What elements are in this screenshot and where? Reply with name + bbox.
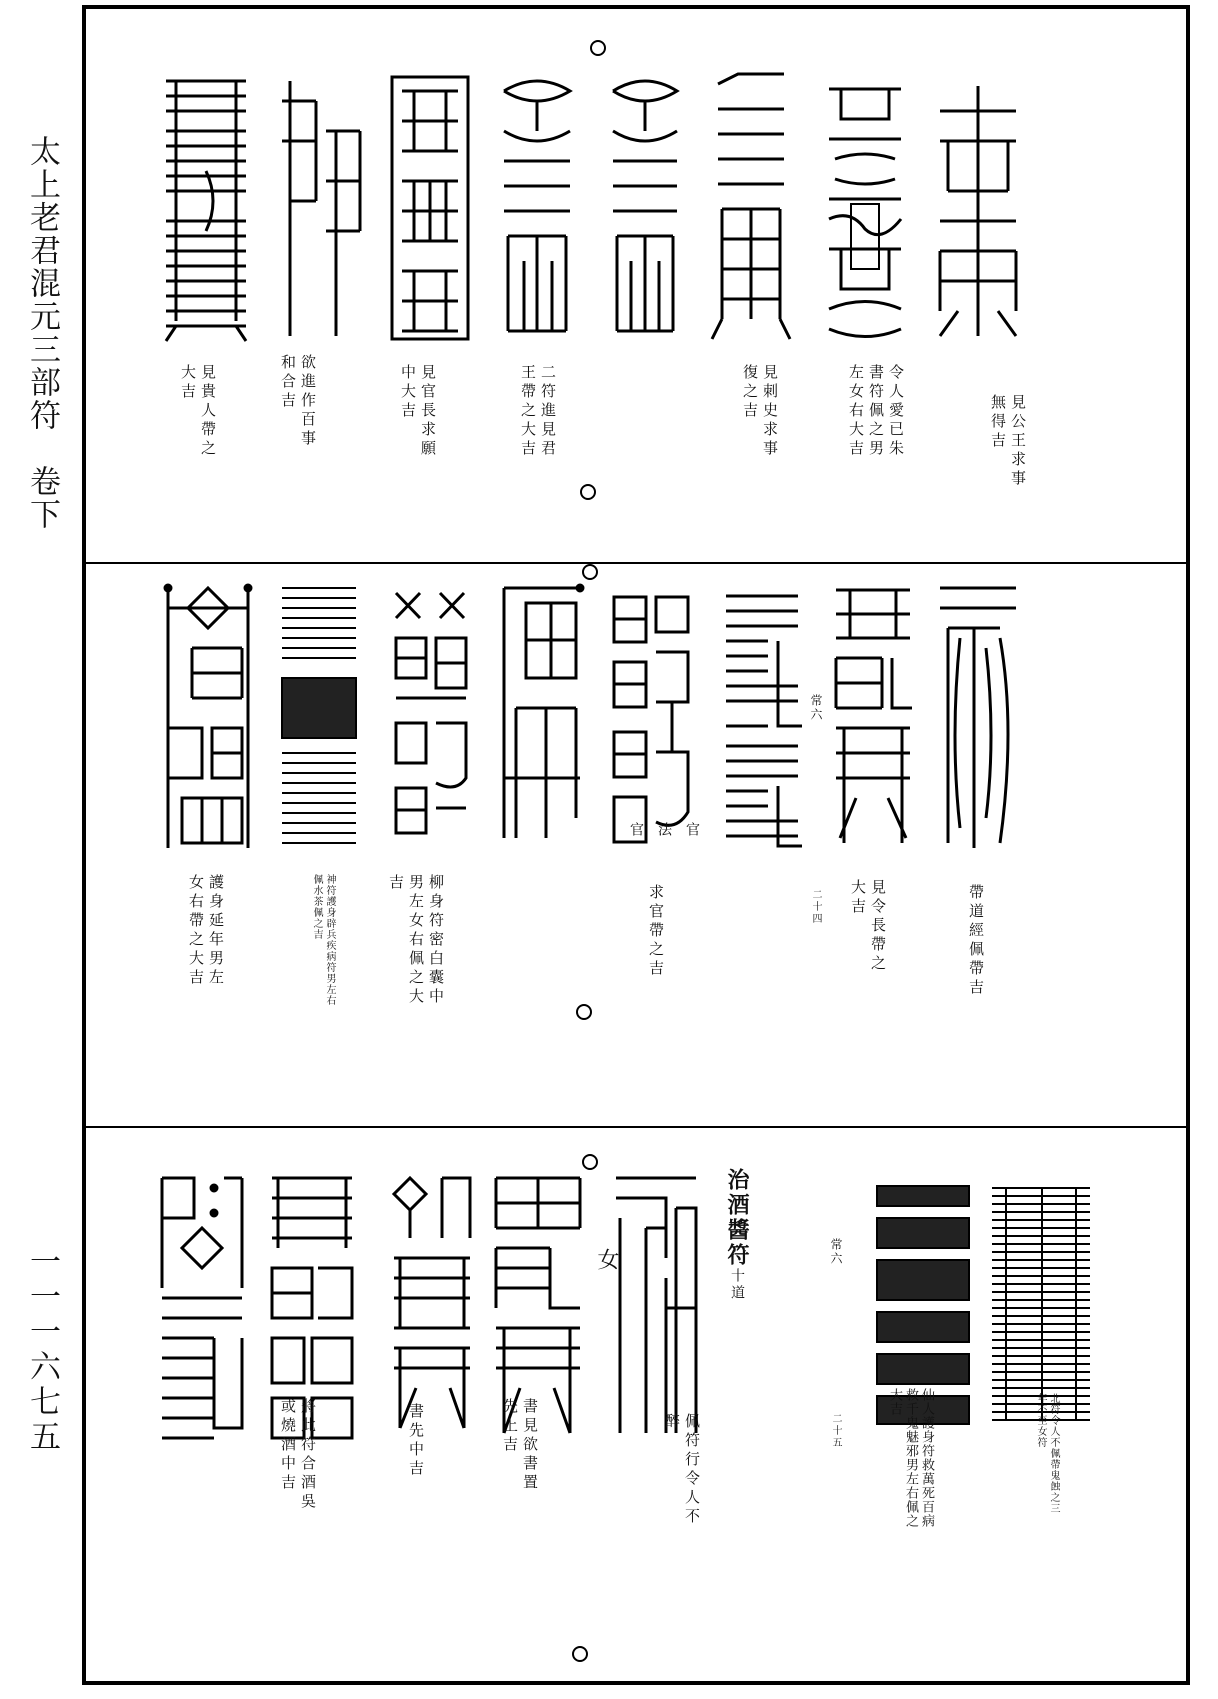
talisman-note: 二十五 xyxy=(830,1413,841,1449)
seal-label: 女 xyxy=(594,1248,619,1274)
talisman-caption: 見官長求願中大吉 xyxy=(399,364,437,459)
seal-label: 法 xyxy=(656,822,672,837)
talisman-seal xyxy=(386,1168,476,1443)
section-heading-count: 十道 xyxy=(729,1268,745,1302)
ring-mark xyxy=(572,1646,588,1662)
talisman-seal xyxy=(826,578,918,853)
ring-mark xyxy=(576,1004,592,1020)
talisman-seal xyxy=(494,71,580,351)
talisman-seal xyxy=(718,586,806,856)
talisman-seal xyxy=(603,71,687,351)
talisman-panel-1 xyxy=(86,9,1186,562)
ring-mark xyxy=(580,484,596,500)
talisman-caption: 令人愛已朱書符佩之男左女右大吉 xyxy=(847,364,905,459)
talisman-panel-2 xyxy=(86,564,1186,1126)
talisman-caption: 二符進見君王帶之大吉 xyxy=(519,364,557,459)
talisman-caption: 北符令人不佩帶鬼蝕之三年不至女符 xyxy=(1035,1393,1059,1514)
talisman-note: 常六 xyxy=(809,694,823,722)
section-heading-title: 治酒醬符 xyxy=(724,1168,750,1268)
talisman-seal xyxy=(276,71,366,346)
talisman-caption: 見刺史求事復之吉 xyxy=(741,364,779,459)
section-heading xyxy=(724,1168,750,1348)
talisman-caption: 佩符行令人不醉 xyxy=(663,1413,701,1527)
talisman-seal xyxy=(496,578,586,858)
talisman-seal xyxy=(274,578,364,858)
talisman-seal xyxy=(821,69,909,349)
talisman-panel-3 xyxy=(86,1128,1186,1685)
talisman-seal xyxy=(162,578,254,858)
talisman-caption: 見公王求事無得吉 xyxy=(989,394,1027,489)
talisman-caption: 柳身符密白囊中男左女右佩之大吉 xyxy=(387,874,445,1007)
talisman-note: 二十四 xyxy=(810,889,821,925)
talisman-seal xyxy=(606,1168,706,1438)
book-title: 太上老君混元三部符 卷下 xyxy=(24,135,60,531)
talisman-seal xyxy=(708,69,794,349)
talisman-seal xyxy=(154,1168,250,1443)
talisman-caption: 神符護身辟兵疾病符男左右佩水茶佩之吉 xyxy=(311,874,335,1006)
talisman-caption: 書先中吉 xyxy=(407,1403,425,1479)
talisman-seal xyxy=(930,81,1026,346)
talisman-caption: 見貴人帶之大吉 xyxy=(179,364,217,459)
talisman-caption: 帶道經佩帶吉 xyxy=(967,884,985,998)
talisman-caption: 見令長帶之大吉 xyxy=(849,879,887,974)
page-number: 一一一六七五 xyxy=(24,1245,60,1455)
seal-label: 官 xyxy=(684,822,700,837)
talisman-note: 常六 xyxy=(829,1238,843,1266)
talisman-caption: 書見欲書置先上吉 xyxy=(501,1398,539,1493)
talisman-seal xyxy=(606,582,696,857)
page-frame xyxy=(82,5,1190,1685)
talisman-caption: 求官帶之吉 xyxy=(647,884,665,979)
talisman-seal xyxy=(386,71,474,346)
seal-label: 官 xyxy=(628,822,644,837)
talisman-seal xyxy=(930,578,1026,858)
talisman-seal xyxy=(160,71,252,346)
talisman-caption: 欲進作百事和合吉 xyxy=(279,354,317,449)
talisman-caption: 將此符合酒吳或燒酒中吉 xyxy=(279,1398,317,1512)
ring-mark xyxy=(590,40,606,56)
talisman-caption: 護身延年男左女右帶之大吉 xyxy=(187,874,225,988)
talisman-caption: 仙人護身符救萬死百病救千鬼魅邪男左右佩之大吉 xyxy=(887,1388,934,1528)
talisman-seal xyxy=(386,578,474,858)
